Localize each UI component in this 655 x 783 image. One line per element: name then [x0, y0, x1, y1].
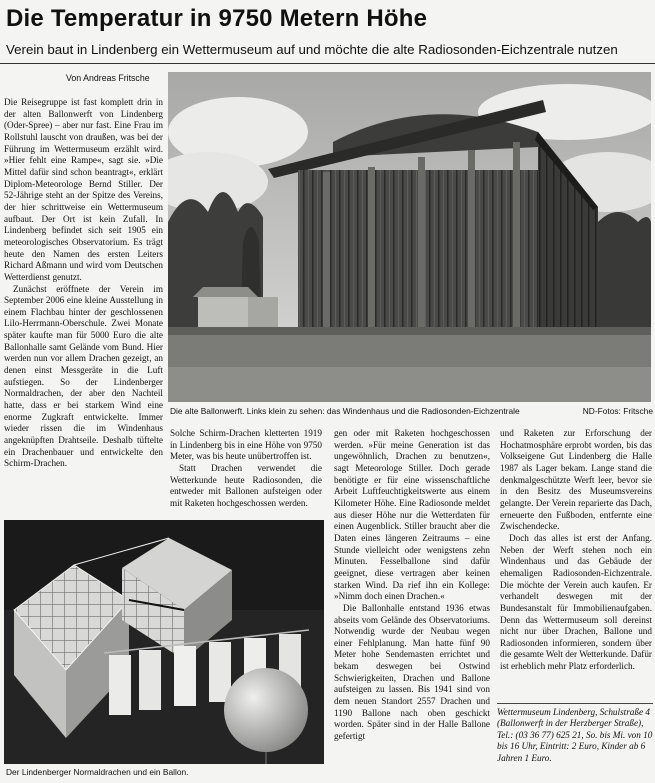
byline: Von Andreas Fritsche — [66, 73, 150, 83]
subheadline: Verein baut in Lindenberg ein Wettermuseum auf und möchte die alte Radiosonden-Eichzentrale nutzen — [6, 42, 618, 57]
header-rule — [0, 63, 655, 64]
kite-balloon-photo — [4, 520, 324, 764]
article-column-3 — [334, 428, 490, 780]
kite-photo-caption: Der Lindenberger Normaldrachen und ein Ballon. — [6, 767, 189, 777]
article-column-2 — [170, 428, 322, 520]
paragraph: Doch das alles ist erst der Anfang. Neben der Werft stehen noch ein Windenhaus und das Gebäude der ehemaligen Radiosonden-Eichzentrale. Die möchte der Verein auch kaufen. Er verhandelt deswegen mit der Bundesanstalt für Immobilienaufgaben. Denn das Wettermuseum soll dereinst nicht nur über Drachen, Ballone und Radiosonden informieren, sondern über die gesamte Welt der Wetterkunde. Dafür ist erheblich mehr Platz erforderlich. — [500, 532, 652, 672]
paragraph: und Raketen zur Erforschung der Hochatmosphäre erprobt worden, bis das Volkseigene Gut Lindenberg die Halle 1987 als Lager bekam. Lange stand die denkmalgeschützte Werft leer, bevor sie in den Besitz des Museumsvereins gelangte. Der Verein reparierte das Dach, erneuerte den Fußboden, entfernte eine Zwischendecke. — [500, 428, 652, 532]
main-photo-caption: Die alte Ballonwerft. Links klein zu sehen: das Windenhaus und die Radiosonden-Eichzentrale — [170, 406, 520, 416]
paragraph: Zunächst eröffnete der Verein im September 2006 eine kleine Ausstellung in einem Flachbau hinter der geschlossenen Lilo-Herrmann-Oberschule. Zwei Monate später kaufte man für 5000 Euro die alte Ballonhalle samt Gelände vom Bund. Hier werden nun vor allem Drachen gezeigt, an denen einst Messgeräte in die Luft aufstiegen. So der Lindenberger Normaldrachen, der aber den Nachteil hatte, dass er bei starkem Wind eine enorme Zugkraft entwickelte. Immer wieder rissen die im Windenhaus angeknüpften Drahtseile. Deshalb tüftelte ein Drachenbauer und entwickelte den Schirm-Drachen. — [4, 283, 163, 469]
ballonwerft-illustration — [168, 72, 651, 402]
photo-credit: ND-Fotos: Fritsche — [582, 406, 653, 416]
paragraph: Die Ballonhalle entstand 1936 etwas abseits vom Gelände des Observatoriums. Notwendig wurde der Neubau wegen einer Fehlplanung. Man hatte fünf 90 Meter hohe Sendemasten errichtet und bekam deswegen bei Ostwind Schwierigkeiten, Drachen und Ballone aufsteigen zu lassen. Bis 1941 sind von dem neuen Standort 2557 Drachen und 1190 Ballone nach oben geschickt worden. Später sind in der Halle Ballone gefertigt — [334, 602, 490, 742]
ballonwerft-photo — [168, 72, 651, 402]
paragraph: Statt Drachen verwendet die Wetterkunde heute Radiosonden, die entweder mit Ballonen aufsteigen oder mit Raketen hochgeschossen werden. — [170, 462, 322, 508]
paragraph: gen oder mit Raketen hochgeschossen werden. »Für meine Generation ist das ungewöhnlich, Drachen zu benutzen«, sagt Meteorologe Stiller. Doch gerade benötigte er für eine wissenschaftliche Arbeit Luftfeuchtigkeitswerte aus einem Kilometer Höhe. Eine Radiosonde meldet aus dieser Höhe nur die Wetterdaten für einen Augenblick. Stiller braucht aber die Daten eines längeren Zeitraums – eine Stunde vielleicht oder wenigstens zehn Minuten. Fesselballone sind dafür geeignet, diese vertragen aber keinen starken Wind. Da rief ihn ein Kollege: »Nimm doch einen Drachen.« — [334, 428, 490, 602]
museum-info-box: Wettermuseum Lindenberg, Schulstraße 4 (Ballonwerft in der Herzberger Straße), Tel.: (03 36 77) 625 21, So. bis Mi. von 10 bis 16 Uhr, Eintritt: 2 Euro, Kinder ab 6 Jahren 1 Euro. — [497, 703, 653, 779]
kite-illustration — [4, 520, 324, 764]
paragraph: Die Reisegruppe ist fast komplett drin in der alten Ballonwerft von Lindenberg (Oder-Spree) – aber nur fast. Eine Frau im Rollstuhl lauscht von draußen, was bei der Führung im Wettermuseum erzählt wird. »Hier fehlt eine Rampe«, sagt sie. »Die Mittel dafür sind schon beantragt«, erklärt Diplom-Meteorologe Bernd Stiller. Der 52-Jährige steht an der Spitze des Vereins, der hier schrittweise ein Wettermuseum aufbaut. Der Ort ist kein Zufall. In Lindenberg befindet sich seit 1905 ein meteorologisches Observatorium. Es trägt heute den Namen des ersten Leiters Richard Aßmann und wird vom Deutschen Wetterdienst genutzt. — [4, 97, 163, 282]
paragraph: Solche Schirm-Drachen kletterten 1919 in Lindenberg bis in eine Höhe von 9750 Meter, was bis heute unübertroffen ist. — [170, 428, 322, 462]
article-column-4 — [500, 428, 652, 700]
headline: Die Temperatur in 9750 Metern Höhe — [6, 5, 428, 32]
article-column-1 — [4, 97, 163, 507]
